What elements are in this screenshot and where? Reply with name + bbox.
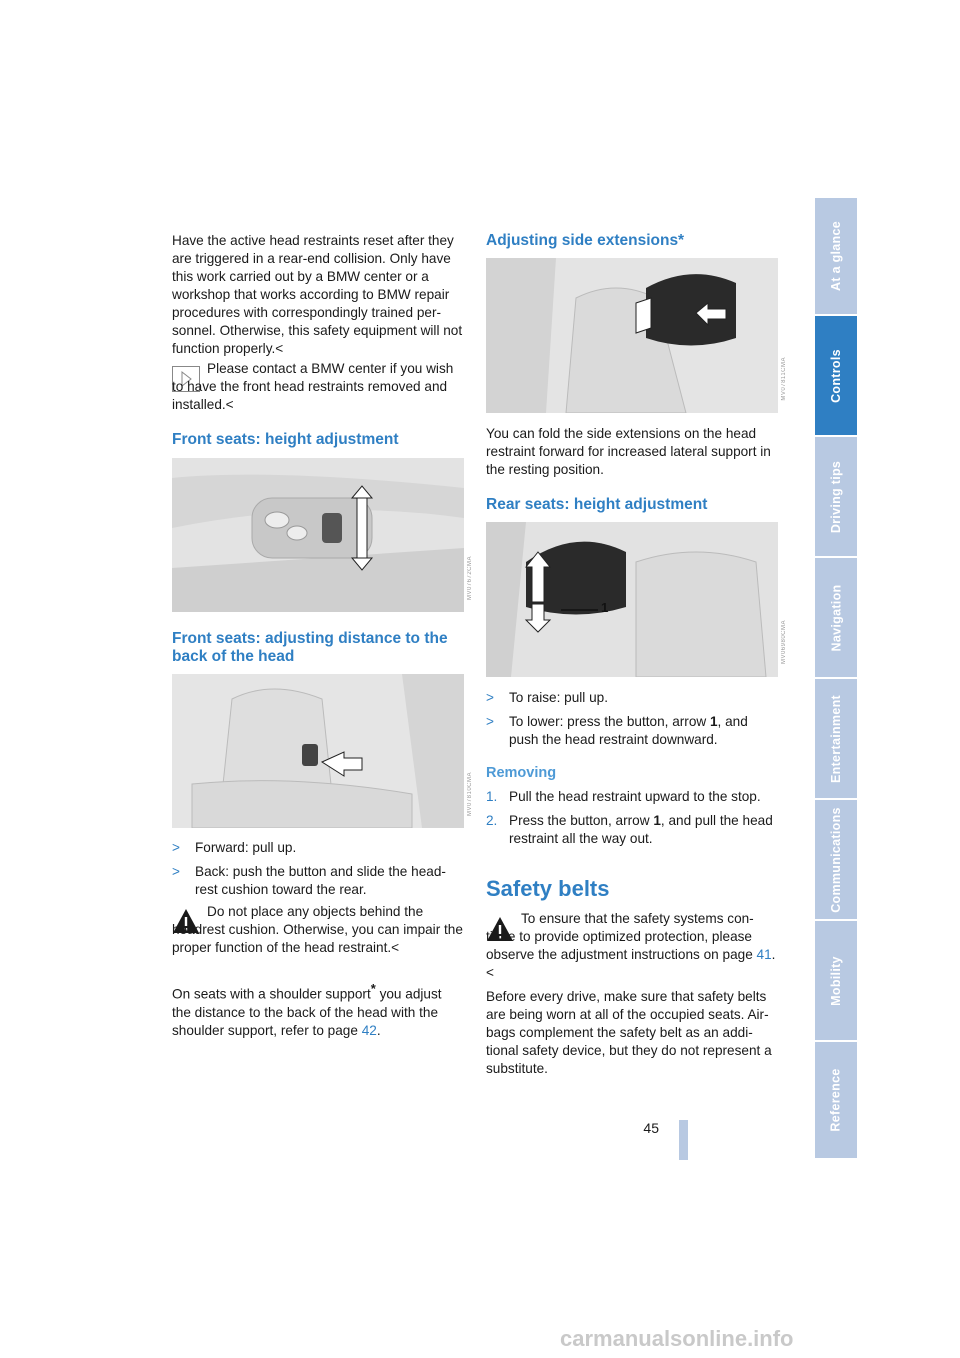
list-item: > To lower: press the button, arrow 1, and push the head restraint downward. bbox=[486, 714, 748, 747]
intro-paragraph: Have the active head restraints reset after they are triggered in a rear-end collision. Only have this work carried out by a BMW center or a workshop that works according to BMW repair procedures with correspondingly trained per-sonnel. Otherwise, this safety equipment will not function properly.< bbox=[172, 233, 463, 356]
list-item: > Forward: pull up. bbox=[172, 840, 297, 855]
figure-code-3: MV07811CMA bbox=[781, 357, 787, 401]
tab-controls[interactable]: Controls bbox=[815, 316, 857, 437]
step-item: 2. Press the button, arrow 1, and pull the head restraint all the way out. bbox=[486, 813, 773, 846]
tab-reference[interactable]: Reference bbox=[815, 1042, 857, 1160]
step-item: 1. Pull the head restraint upward to the stop. bbox=[486, 789, 761, 804]
tab-entertainment[interactable]: Entertainment bbox=[815, 679, 857, 800]
note-paragraph: Please contact a BMW center if you wish to have the front head restraints removed and installed.< bbox=[172, 361, 454, 412]
belts-paragraph: Before every drive, make sure that safety belts are being worn at all of the occupied seats. Air-bags complement the safety belt as an addi-tional safety device, but they do not represent a substitute. bbox=[486, 989, 772, 1076]
heading-safety-belts: Safety belts bbox=[486, 876, 610, 901]
heading-rear-height: Rear seats: height adjustment bbox=[486, 496, 708, 513]
page-number: 45 bbox=[643, 1120, 659, 1136]
page-link-41[interactable]: 41 bbox=[756, 947, 772, 962]
figure-headrest-front bbox=[172, 674, 464, 828]
page-link-42[interactable]: 42 bbox=[361, 1022, 377, 1038]
belts-warning: To ensure that the safety systems con-tinue to provide optimized protection, please observe the adjustment instructions on page 41.< bbox=[486, 911, 776, 980]
figure-code-1: MV07672CMA bbox=[467, 556, 473, 601]
tab-navigation[interactable]: Navigation bbox=[815, 558, 857, 679]
figure-side-extensions bbox=[486, 258, 778, 413]
tab-driving-tips[interactable]: Driving tips bbox=[815, 437, 857, 558]
heading-removing: Removing bbox=[486, 765, 557, 781]
list-item: > Back: push the button and slide the head-rest cushion toward the rear. bbox=[172, 864, 446, 897]
left-list bbox=[172, 839, 464, 905]
svg-text:1: 1 bbox=[601, 600, 609, 615]
heading-front-distance: Front seats: adjusting distance to the back of the head bbox=[172, 630, 448, 665]
right-list bbox=[486, 689, 778, 755]
figure-rear-headrest bbox=[486, 522, 778, 677]
support-paragraph: On seats with a shoulder support* you adjust the distance to the back of the head with the shoulder support, refer to page 42. bbox=[172, 981, 442, 1038]
left-column bbox=[172, 232, 464, 365]
warning-paragraph: Do not place any objects behind the headrest cushion. Otherwise, you can impair the proper function of the head restraint.< bbox=[172, 904, 463, 955]
watermark: carmanualsonline.info bbox=[560, 1326, 794, 1351]
removing-steps bbox=[486, 788, 778, 854]
figure-code-4: MV06980CMA bbox=[781, 620, 787, 665]
page-number-bar bbox=[679, 1120, 688, 1160]
tab-at-a-glance[interactable]: At a glance bbox=[815, 198, 857, 316]
list-item: > To raise: pull up. bbox=[486, 690, 608, 705]
figure-seat-controls bbox=[172, 458, 464, 612]
heading-side-extensions: Adjusting side extensions* bbox=[486, 232, 685, 249]
figure-code-2: MV07810CMA bbox=[467, 772, 473, 817]
side-extension-text: You can fold the side extensions on the head restraint forward for increased lateral support in the resting position. bbox=[486, 426, 771, 477]
tab-communications[interactable]: Communications bbox=[815, 800, 857, 921]
tab-mobility[interactable]: Mobility bbox=[815, 921, 857, 1042]
heading-front-height: Front seats: height adjustment bbox=[172, 431, 399, 448]
